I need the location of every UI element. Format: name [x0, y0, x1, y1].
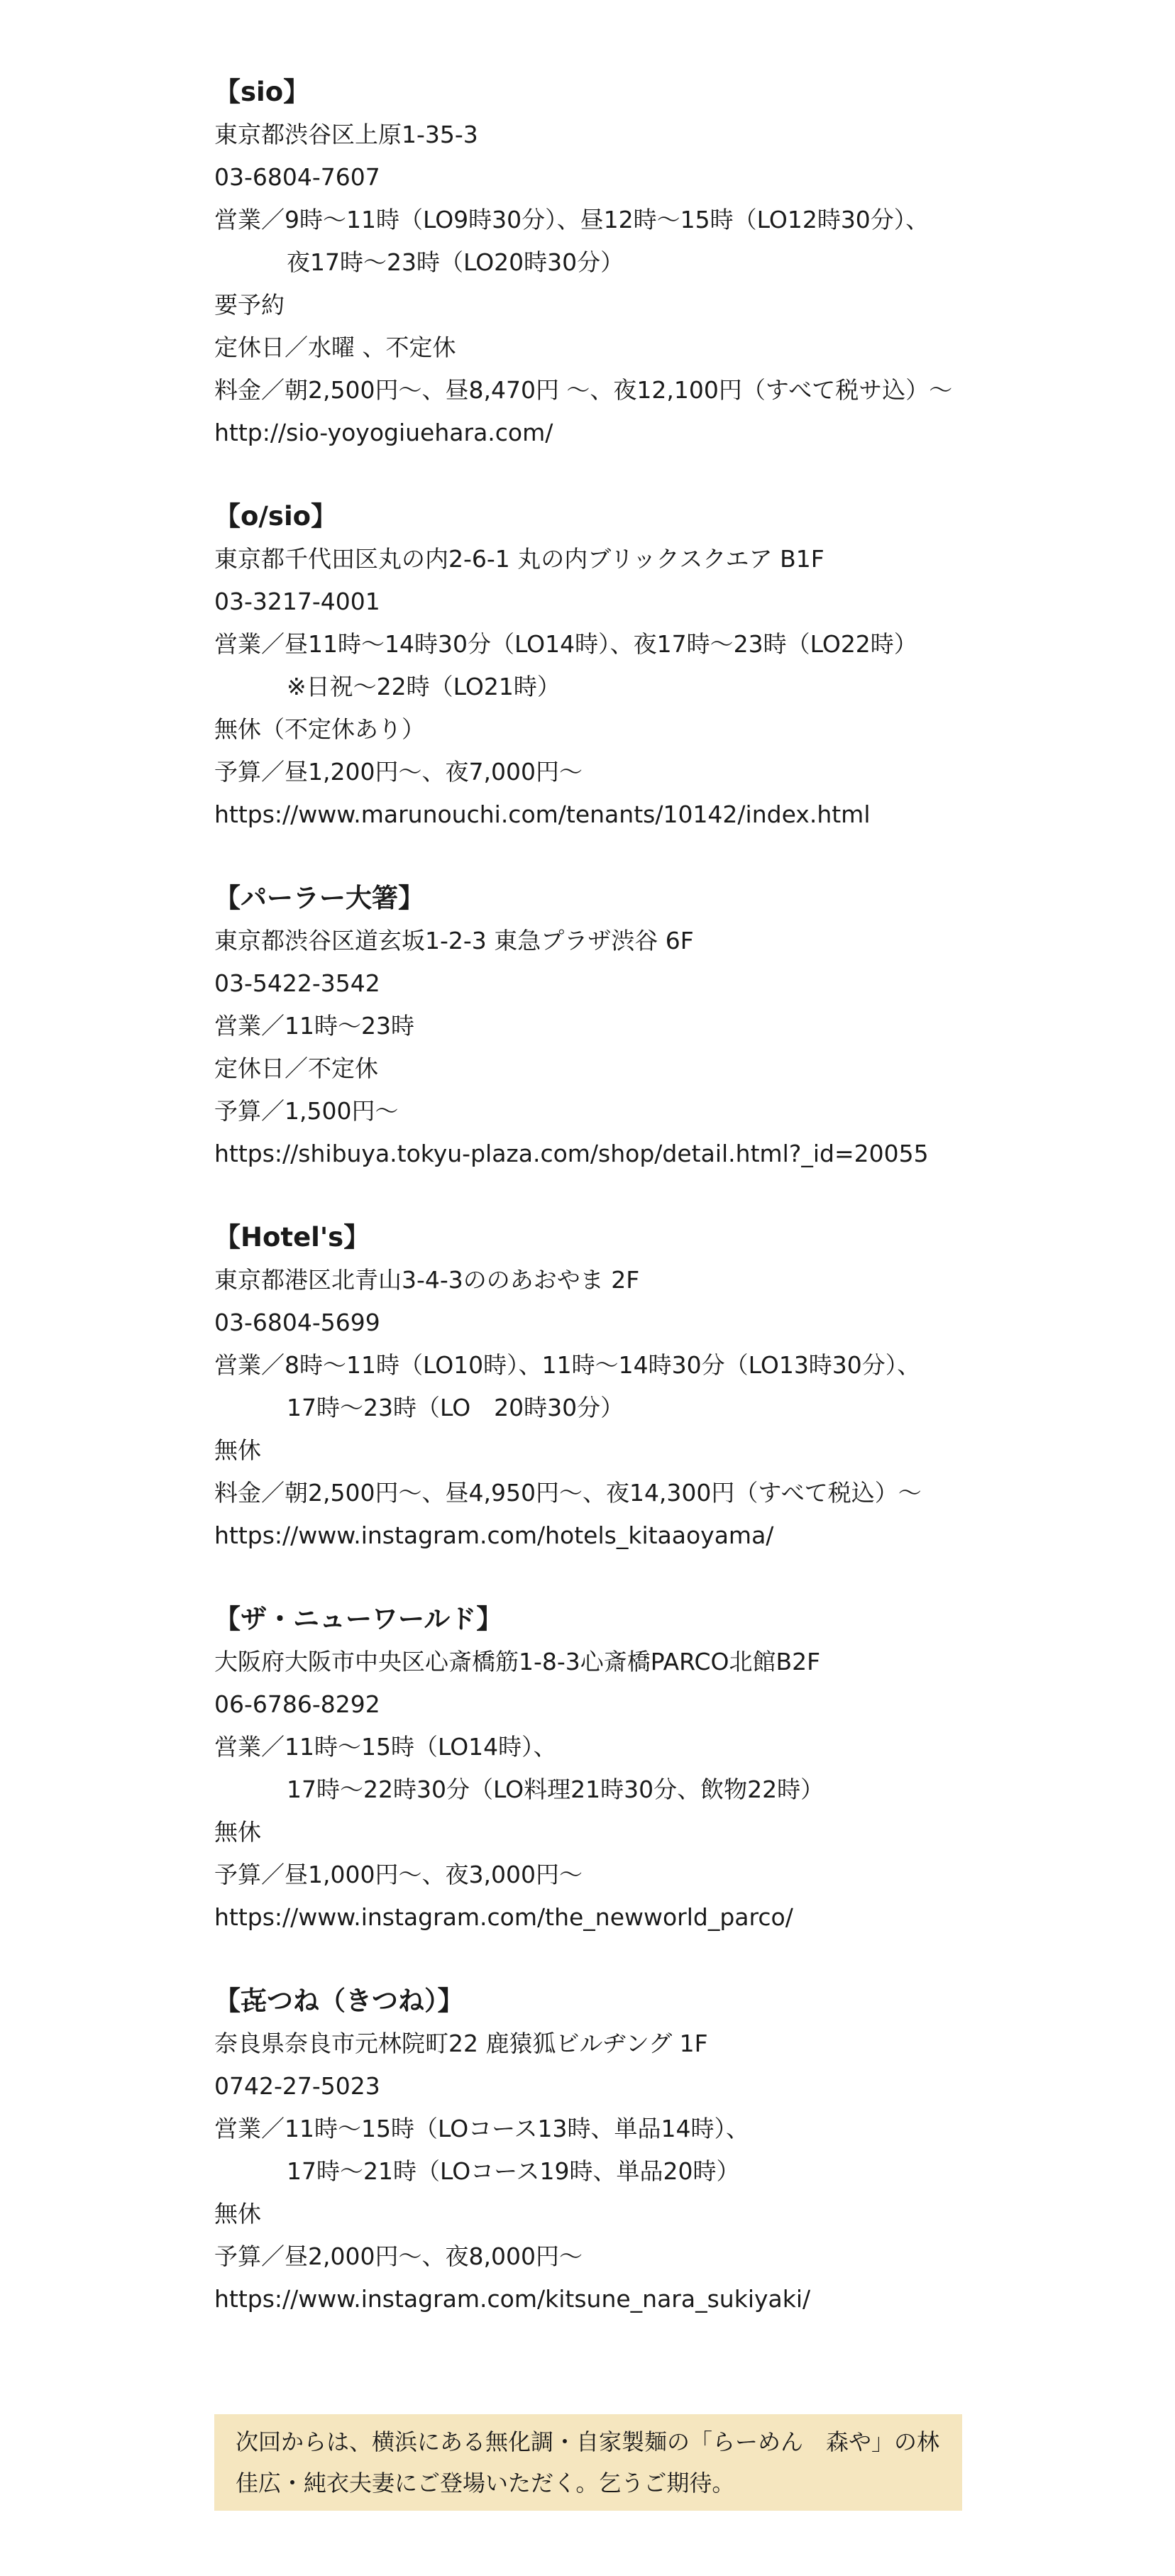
shop-info-block [214, 877, 995, 1175]
shop-detail-line: 東京都千代田区丸の内2-6-1 丸の内ブリックスクエア B1F [214, 545, 824, 573]
shop-detail-line: 大阪府大阪市中央区心斎橋筋1-8-3心斎橋PARCO北館B2F [214, 1648, 821, 1675]
shop-url-link[interactable]: http://sio-yoyogiuehara.com/ [214, 419, 553, 446]
shop-detail-line: 要予約 [214, 291, 285, 319]
shop-detail-line: 無休（不定休あり） [214, 715, 425, 743]
shop-detail-line: 無休 [214, 2200, 261, 2228]
shop-detail-line: 無休 [214, 1436, 261, 1464]
shop-detail-line: 03-3217-4001 [214, 588, 380, 615]
shop-detail-line: 06-6786-8292 [214, 1690, 380, 1718]
shop-detail-line: 予算／昼1,000円～、夜3,000円～ [214, 1861, 583, 1888]
shop-url-line [214, 2278, 995, 2321]
shop-info-block [214, 71, 995, 454]
shop-detail-line: 営業／昼11時～14時30分（LO14時）、夜17時～23時（LO22時） [214, 630, 917, 658]
shop-name: 【㐂つね（きつね）】 [214, 1986, 464, 2016]
shop-detail-line: 東京都港区北青山3-4-3ののあおやま 2F [214, 1266, 640, 1294]
shop-detail-line: 無休 [214, 1818, 261, 1846]
shop-url-line [214, 1896, 995, 1939]
shop-detail-line: 料金／朝2,500円～、昼4,950円～、夜14,300円（すべて税込）～ [214, 1479, 922, 1507]
shop-detail-line: 夜17時～23時（LO20時30分） [287, 248, 624, 276]
next-issue-note [214, 2414, 962, 2511]
shop-info-block [214, 495, 995, 836]
shop-info-block [214, 1216, 995, 1557]
shop-url-link[interactable]: https://www.marunouchi.com/tenants/10142/index.html [214, 800, 871, 828]
shop-detail-line: 営業／9時～11時（LO9時30分）、昼12時～15時（LO12時30分）、 [214, 206, 929, 233]
shop-name: 【ザ・ニューワールド】 [214, 1604, 503, 1634]
next-issue-note-text: 次回からは、横浜にある無化調・自家製麺の「らーめん 森や」の林佳広・純衣夫妻にご登場いただく。乞うご期待。 [236, 2428, 940, 2497]
shop-detail-line: 定休日／不定休 [214, 1055, 378, 1082]
shop-detail-line: 03-5422-3542 [214, 969, 380, 997]
shop-url-line [214, 793, 995, 836]
shop-detail-line: 03-6804-5699 [214, 1309, 380, 1336]
shop-detail-line: 東京都渋谷区上原1-35-3 [214, 121, 478, 148]
shop-url-link[interactable]: https://www.instagram.com/kitsune_nara_sukiyaki/ [214, 2285, 811, 2313]
shop-url-line [214, 1514, 995, 1557]
shop-detail-line: 営業／11時～15時（LOコース13時、単品14時）、 [214, 2115, 749, 2142]
shop-url-line [214, 412, 995, 454]
shop-url-link[interactable]: https://www.instagram.com/hotels_kitaaoyama/ [214, 1521, 774, 1549]
shop-detail-line: 営業／11時～23時 [214, 1012, 414, 1040]
shop-detail-line: 定休日／水曜 、不定休 [214, 334, 456, 361]
shop-detail-line: 17時～22時30分（LO料理21時30分、飲物22時） [287, 1776, 824, 1803]
shop-detail-line: 奈良県奈良市元林院町22 鹿猿狐ビルヂング 1F [214, 2030, 708, 2057]
shop-detail-line: 営業／8時～11時（LO10時）、11時～14時30分（LO13時30分）、 [214, 1351, 921, 1379]
shop-detail-line: 予算／昼1,200円～、夜7,000円～ [214, 758, 583, 786]
shop-detail-line: 17時～21時（LOコース19時、単品20時） [287, 2157, 740, 2185]
shop-url-link[interactable]: https://shibuya.tokyu-plaza.com/shop/detail.html?_id=20055 [214, 1140, 929, 1167]
shop-name: 【Hotel's】 [214, 1222, 370, 1253]
shop-url-link[interactable]: https://www.instagram.com/the_newworld_parco/ [214, 1903, 793, 1931]
shop-detail-line: 東京都渋谷区道玄坂1-2-3 東急プラザ渋谷 6F [214, 927, 694, 954]
shop-name: 【sio】 [214, 77, 310, 107]
shop-detail-line: 0742-27-5023 [214, 2072, 380, 2100]
shop-detail-line: 営業／11時～15時（LO14時）、 [214, 1733, 557, 1761]
shop-detail-line: 03-6804-7607 [214, 163, 380, 191]
shop-name: 【パーラー大箸】 [214, 883, 424, 913]
shop-url-line [214, 1133, 995, 1175]
shop-info-block [214, 1598, 995, 1939]
shop-detail-line: 料金／朝2,500円～、昼8,470円 ～、夜12,100円（すべて税サ込）～ [214, 376, 953, 404]
shop-detail-line: 予算／1,500円～ [214, 1097, 399, 1125]
shop-detail-line: 予算／昼2,000円～、夜8,000円～ [214, 2242, 583, 2270]
shop-detail-line: ※日祝～22時（LO21時） [287, 673, 561, 700]
shop-name: 【o/sio】 [214, 501, 338, 532]
shop-list [214, 71, 995, 2362]
shop-detail-line: 17時～23時（LO 20時30分） [287, 1394, 624, 1421]
shop-info-block [214, 1980, 995, 2321]
